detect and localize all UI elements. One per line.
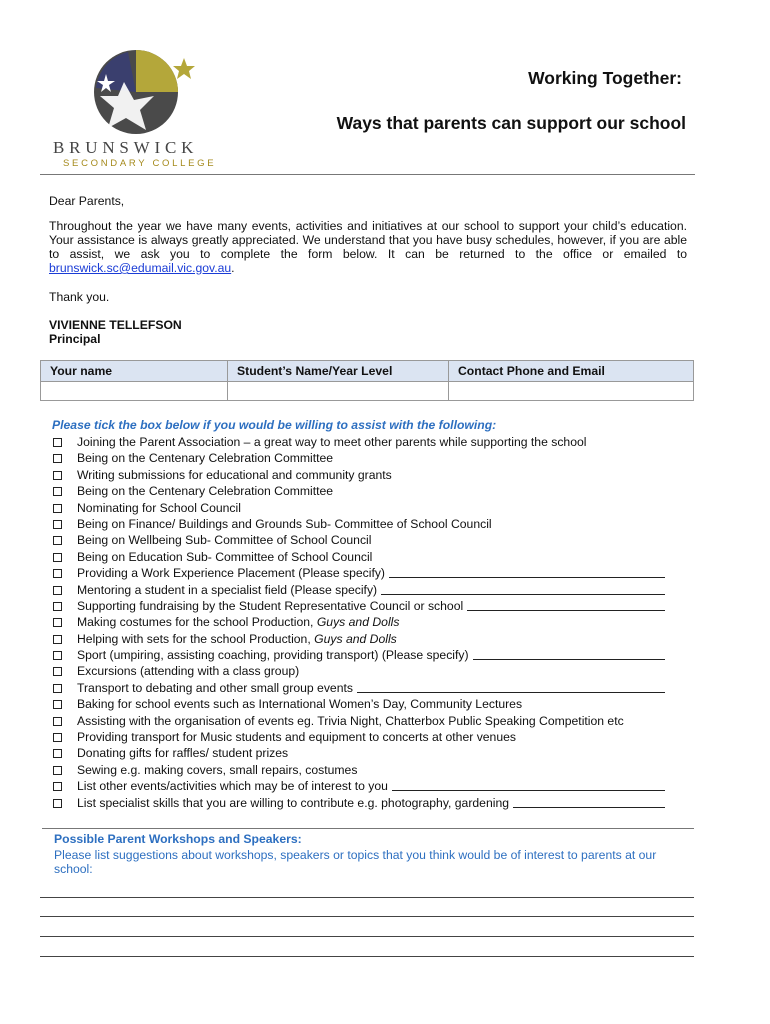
checklist-item xyxy=(53,762,673,778)
fill-in-line[interactable] xyxy=(467,610,665,611)
checklist-item-text: Being on Finance/ Buildings and Grounds Sub- Committee of School Council xyxy=(77,516,492,531)
checkbox[interactable] xyxy=(53,733,62,742)
checklist-item-text: Baking for school events such as International Women’s Day, Community Lectures xyxy=(77,697,523,712)
checklist-item xyxy=(53,795,673,811)
checklist-item-label xyxy=(77,745,288,761)
checklist-item-label xyxy=(77,762,357,778)
checklist-item xyxy=(53,450,673,466)
checklist-item-text: Excursions (attending with a class group) xyxy=(77,664,300,679)
logo-wordmark: BRUNSWICK xyxy=(53,138,199,157)
checklist-item-text: List specialist skills that you are willing to contribute e.g. photography, gardening xyxy=(77,795,509,810)
letter-paragraph-end: . xyxy=(231,261,235,275)
table-header-row xyxy=(41,361,694,382)
checklist-item-text: Being on the Centenary Celebration Committee xyxy=(77,451,334,466)
checklist-item-label xyxy=(77,582,377,598)
writing-line[interactable] xyxy=(40,936,694,937)
writing-line[interactable] xyxy=(40,956,694,957)
checklist-item-label xyxy=(77,434,586,450)
checklist-item-text: Assisting with the organisation of events eg. Trivia Night, Chatterbox Public Speaking Competition etc xyxy=(77,713,624,728)
checklist-item-label xyxy=(77,631,397,647)
checklist-item xyxy=(53,434,673,450)
checklist-item xyxy=(53,663,673,679)
checklist-item-text: Joining the Parent Association – a great way to meet other parents while supporting the school xyxy=(77,435,587,449)
fill-in-line[interactable] xyxy=(357,692,665,693)
checkbox[interactable] xyxy=(53,520,62,529)
header-divider xyxy=(40,174,695,175)
checklist-item-text: Helping with sets for the school Production, xyxy=(77,631,315,646)
checkbox[interactable] xyxy=(53,438,62,447)
fill-in-line[interactable] xyxy=(513,807,665,808)
checkbox[interactable] xyxy=(53,454,62,463)
checkbox[interactable] xyxy=(53,586,62,595)
letter-paragraph-text: Throughout the year we have many events, activities and initiatives at our school to support your child’s education. Your assistance is always greatly appreciated. We understand that you have busy schedules, however, if you are able to assist, we ask you to complete the form below. It can be returned to the office or emailed to xyxy=(49,219,687,261)
checklist-item xyxy=(53,598,673,614)
checklist-item-label xyxy=(77,467,392,483)
checkbox[interactable] xyxy=(53,651,62,660)
checklist-item-text: Transport to debating and other small group events xyxy=(77,680,353,695)
fill-in-line[interactable] xyxy=(381,594,665,595)
checkbox[interactable] xyxy=(53,553,62,562)
checklist-item-text: Providing a Work Experience Placement (Please specify) xyxy=(77,566,385,581)
checklist-item-label xyxy=(77,795,509,811)
checklist-item-label xyxy=(77,516,492,532)
checkbox[interactable] xyxy=(53,569,62,578)
checklist-item xyxy=(53,500,673,516)
checklist-item-label xyxy=(77,729,516,745)
checkbox[interactable] xyxy=(53,717,62,726)
signer-title: Principal xyxy=(49,332,101,346)
email-link[interactable]: brunswick.sc@edumail.vic.gov.au xyxy=(49,261,232,275)
checklist-item-text: Being on the Centenary Celebration Committee xyxy=(77,484,334,499)
production-title: Guys and Dolls xyxy=(314,631,397,646)
checklist-item xyxy=(53,647,673,663)
checklist-item xyxy=(53,549,673,565)
checklist-item-text: Making costumes for the school Production, xyxy=(77,615,317,630)
checklist-item xyxy=(53,713,673,729)
logo-emblem-icon xyxy=(50,44,225,136)
checklist-item xyxy=(53,467,673,483)
header-contact: Contact Phone and Email xyxy=(449,361,694,382)
checklist-item-text: Being on Wellbeing Sub- Committee of School Council xyxy=(77,533,372,548)
workshops-heading: Possible Parent Workshops and Speakers: xyxy=(54,832,302,846)
letter-paragraph xyxy=(49,219,687,275)
signer-name: VIVIENNE TELLEFSON xyxy=(49,318,182,332)
checkbox[interactable] xyxy=(53,536,62,545)
checklist-item-label xyxy=(77,598,463,614)
letter-thanks: Thank you. xyxy=(49,290,110,304)
writing-line[interactable] xyxy=(40,897,694,898)
checkbox[interactable] xyxy=(53,667,62,676)
checklist-item-label xyxy=(77,647,469,663)
page-subtitle: Ways that parents can support our school xyxy=(336,113,686,133)
checklist-item xyxy=(53,729,673,745)
checklist-item-label xyxy=(77,680,353,696)
section-divider xyxy=(42,828,694,829)
checklist-item-label xyxy=(77,500,241,516)
contact-table xyxy=(40,360,694,401)
checklist-item-label xyxy=(77,696,522,712)
fill-in-line[interactable] xyxy=(389,577,665,578)
volunteer-checklist xyxy=(53,434,673,811)
checklist-item-text: Providing transport for Music students and equipment to concerts at other venues xyxy=(77,730,516,745)
workshops-description: Please list suggestions about workshops, speakers or topics that you think would be of interest to parents at our school: xyxy=(54,848,657,876)
checklist-item-label xyxy=(77,663,299,679)
table-input-row xyxy=(41,382,694,401)
checklist-item-text: Supporting fundraising by the Student Representative Council or school xyxy=(77,598,464,613)
your-name-cell[interactable] xyxy=(41,382,228,401)
checklist-item-label xyxy=(77,532,371,548)
checklist-item-text: Being on Education Sub- Committee of School Council xyxy=(77,549,373,564)
checkbox[interactable] xyxy=(53,799,62,808)
checkbox[interactable] xyxy=(53,487,62,496)
checkbox[interactable] xyxy=(53,602,62,611)
checklist-item-label xyxy=(77,483,333,499)
checklist-item xyxy=(53,516,673,532)
checkbox[interactable] xyxy=(53,504,62,513)
checklist-item-text: Sewing e.g. making covers, small repairs, costumes xyxy=(77,762,358,777)
checklist-item xyxy=(53,696,673,712)
checklist-item-text: List other events/activities which may be of interest to you xyxy=(77,779,388,794)
checkbox[interactable] xyxy=(53,635,62,644)
contact-cell[interactable] xyxy=(449,382,694,401)
checklist-item-label xyxy=(77,450,333,466)
fill-in-line[interactable] xyxy=(473,659,665,660)
checklist-item-text: Writing submissions for educational and community grants xyxy=(77,467,392,482)
checklist-item-label xyxy=(77,713,624,729)
checkbox[interactable] xyxy=(53,700,62,709)
fill-in-line[interactable] xyxy=(392,790,665,791)
checklist-item-text: Nominating for School Council xyxy=(77,500,241,515)
checklist-item-label xyxy=(77,778,388,794)
school-logo xyxy=(50,44,225,172)
checkbox[interactable] xyxy=(53,749,62,758)
checklist-item xyxy=(53,680,673,696)
checkbox[interactable] xyxy=(53,766,62,775)
checklist-item xyxy=(53,582,673,598)
checklist-item xyxy=(53,614,673,630)
checklist-item xyxy=(53,532,673,548)
checkbox[interactable] xyxy=(53,782,62,791)
checklist-item xyxy=(53,565,673,581)
tick-section-heading: Please tick the box below if you would be willing to assist with the following: xyxy=(52,418,497,432)
checklist-item-label xyxy=(77,549,372,565)
checklist-item xyxy=(53,483,673,499)
header-student-name: Student’s Name/Year Level xyxy=(228,361,449,382)
production-title: Guys and Dolls xyxy=(316,615,400,630)
logo-subtitle: SECONDARY COLLEGE xyxy=(63,158,217,169)
writing-line[interactable] xyxy=(40,916,694,917)
checklist-item-text: Mentoring a student in a specialist field (Please specify) xyxy=(77,582,378,597)
checklist-item xyxy=(53,631,673,647)
checklist-item xyxy=(53,745,673,761)
checklist-item xyxy=(53,778,673,794)
checklist-item-text: Sport (umpiring, assisting coaching, providing transport) (Please specify) xyxy=(77,648,469,663)
checkbox[interactable] xyxy=(53,618,62,627)
checklist-item-text: Donating gifts for raffles/ student prizes xyxy=(77,746,289,761)
checkbox[interactable] xyxy=(53,684,62,693)
page-title: Working Together: xyxy=(528,68,682,88)
checklist-item-label xyxy=(77,614,399,630)
letter-salutation: Dear Parents, xyxy=(49,194,125,208)
checklist-item-label xyxy=(77,565,385,581)
checkbox[interactable] xyxy=(53,471,62,480)
student-name-cell[interactable] xyxy=(228,382,449,401)
header-your-name: Your name xyxy=(41,361,228,382)
